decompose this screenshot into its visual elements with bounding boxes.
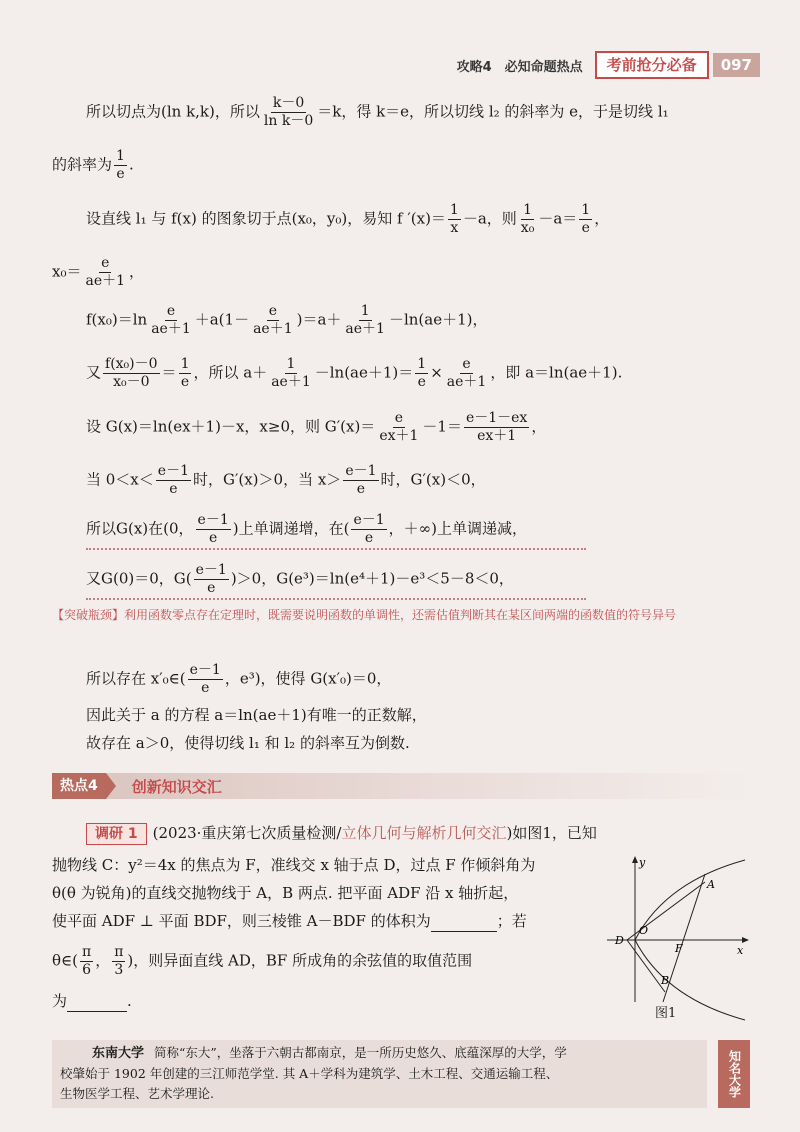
text: 设 G(x)＝ln(ex＋1)－x，x≥0，则 G′(x)＝ — [86, 417, 376, 436]
text: 所以切点为(ln k,k)，所以 — [86, 102, 260, 121]
numerator: 1 — [417, 356, 427, 372]
text: × — [430, 363, 443, 382]
text: θ∈( — [52, 951, 78, 970]
numerator: 1 — [286, 356, 296, 372]
answer-blank-2[interactable] — [67, 1011, 127, 1012]
numerator: e－1 — [195, 562, 227, 578]
denominator: x — [450, 220, 459, 236]
fraction — [112, 944, 125, 979]
problem-line-6: 为 . — [52, 992, 132, 1010]
numerator: π — [114, 944, 124, 960]
denominator: e — [180, 374, 190, 390]
derivation-line-8 — [86, 463, 756, 498]
fraction — [445, 356, 489, 391]
text: 当 0＜x＜ — [86, 470, 154, 489]
denominator: 6 — [82, 962, 92, 978]
numerator: 1 — [581, 202, 591, 218]
text: ，即 a＝ln(ae＋1). — [490, 363, 623, 382]
text: 的斜率为 — [52, 155, 113, 174]
text: x₀＝ — [52, 262, 82, 281]
fraction — [579, 202, 592, 237]
derivation-line-12: 因此关于 a 的方程 a＝ln(ae＋1)有唯一的正数解， — [86, 706, 427, 724]
text: 使平面 ADF ⊥ 平面 BDF，则三棱锥 A－BDF 的体积为 — [52, 912, 431, 930]
text: )上单调递增，在( — [232, 519, 350, 538]
fraction — [343, 463, 378, 498]
denominator: e — [201, 680, 210, 696]
text: 为 — [52, 992, 68, 1010]
text: ， — [95, 951, 111, 970]
text: 时，G′(x)＜0， — [380, 470, 486, 489]
derivation-line-11 — [86, 662, 756, 697]
fraction — [262, 95, 315, 130]
derivation-line-6 — [86, 356, 756, 391]
fraction — [179, 356, 192, 391]
numerator: 1 — [180, 356, 190, 372]
fraction — [194, 562, 229, 597]
text: 设直线 l₁ 与 f(x) 的图象切于点(x₀，y₀)，易知 f ′(x)＝ — [86, 209, 446, 228]
derivation-line-1 — [86, 95, 756, 130]
denominator: x₀ — [520, 220, 535, 236]
text: 又 — [86, 363, 102, 382]
numerator: e — [462, 356, 471, 372]
derivation-line-7 — [86, 410, 756, 445]
source-topic: 立体几何与解析几何交汇 — [341, 824, 507, 842]
footer-text — [48, 1043, 698, 1104]
text: ，e³)，使得 G(x′₀)＝0， — [224, 669, 392, 688]
derivation-line-2 — [52, 148, 756, 183]
text: )＝a＋ — [296, 310, 342, 329]
hotspot-banner — [52, 773, 760, 799]
fraction — [149, 303, 193, 338]
fraction — [351, 512, 386, 547]
hotspot-title: 创新知识交汇 — [131, 777, 222, 796]
denominator: ae＋1 — [253, 321, 293, 337]
footer-line-1: 简称“东大”，坐落于六朝古都南京，是一所历史悠久、底蕴深厚的大学，学 — [154, 1045, 567, 1060]
numerator: π — [82, 944, 92, 960]
denominator: ex＋1 — [477, 428, 517, 444]
text: )＞0，G(e³)＝ln(e⁴＋1)－e³＜5－8＜0， — [230, 569, 514, 588]
fraction — [188, 662, 223, 697]
numerator: e－1－ex — [465, 410, 528, 426]
text: 所以G(x)在(0， — [86, 519, 194, 538]
denominator: ae＋1 — [446, 374, 487, 390]
fraction — [114, 148, 127, 183]
text: －ln(ae＋1)， — [388, 310, 488, 329]
numerator: f(x₀)－0 — [105, 356, 158, 372]
denominator: e — [356, 481, 366, 497]
parabola-figure — [605, 852, 755, 1022]
source-prefix: (2023·重庆第七次质量检测/ — [152, 824, 342, 842]
denominator: e — [364, 530, 374, 546]
text: ，所以 a＋ — [193, 363, 268, 382]
problem-line-1 — [86, 822, 756, 845]
numerator: e－1 — [157, 463, 189, 479]
numerator: 1 — [449, 202, 459, 218]
side-badge: 知名大学 — [718, 1040, 750, 1108]
derivation-line-9 — [86, 512, 756, 547]
fraction — [415, 356, 428, 391]
footer-line-2: 校肇始于 1902 年创建的三江师范学堂. 其 A＋学科为建筑学、土木工程、交通运输工程、 — [60, 1066, 559, 1081]
denominator: e — [209, 530, 218, 546]
page-number: 097 — [713, 53, 760, 77]
segment-db — [627, 940, 665, 992]
hotspot-tag: 热点4 — [52, 773, 106, 799]
text: ， — [594, 209, 610, 228]
denominator: e — [207, 580, 216, 596]
label-b: B — [661, 974, 670, 987]
label-a: A — [707, 878, 715, 891]
header-section: 攻略4 必知命题热点 — [456, 59, 583, 75]
text: ＝ — [161, 363, 177, 382]
text: ＋a(1－ — [194, 310, 250, 329]
emphasis-underline — [86, 544, 586, 550]
numerator: 1 — [523, 202, 533, 218]
numerator: k－0 — [272, 95, 305, 111]
numerator: e－1 — [197, 512, 229, 528]
fraction — [196, 512, 231, 547]
text: )，则异面直线 AD，BF 所成角的余弦值的取值范围 — [127, 951, 473, 970]
text: －1＝ — [422, 417, 462, 436]
denominator: ae＋1 — [345, 321, 385, 337]
text: 时，G′(x)＞0，当 x＞ — [192, 470, 342, 489]
footer-line-3: 生物医学工程、艺术学理论. — [60, 1086, 214, 1101]
fraction — [269, 356, 313, 391]
y-axis-arrow-icon — [632, 856, 638, 863]
breakthrough-tip: 【突破瓶颈】利用函数零点存在定理时，既需要说明函数的单调性，还需估值判断其在某区间两端的函数值的符号异号 — [52, 608, 677, 622]
denominator: x₀－0 — [113, 374, 150, 390]
numerator: e — [166, 303, 176, 319]
figure-caption: 图1 — [655, 1006, 677, 1021]
answer-blank-1[interactable] — [431, 931, 497, 932]
derivation-line-3 — [86, 202, 756, 237]
text: 又G(0)＝0，G( — [86, 569, 192, 588]
numerator: e－1 — [189, 662, 221, 678]
numerator: e－1 — [345, 463, 377, 479]
fraction — [448, 202, 461, 237]
header-badge: 考前抢分必备 — [595, 51, 709, 79]
denominator: e — [581, 220, 590, 236]
text: －a＝ — [538, 209, 578, 228]
numerator: 1 — [116, 148, 125, 164]
text: ， — [531, 417, 547, 436]
fraction — [156, 463, 191, 498]
text: ；若 — [496, 912, 527, 930]
text: )如图1，已知 — [506, 824, 597, 842]
page-header — [457, 52, 760, 78]
text: ， — [129, 262, 145, 281]
line-ab — [663, 874, 705, 1002]
denominator: ae＋1 — [151, 321, 191, 337]
denominator: e — [116, 166, 125, 182]
label-f: F — [675, 942, 683, 955]
numerator: e－1 — [353, 512, 385, 528]
fraction — [103, 356, 160, 391]
numerator: 1 — [360, 303, 370, 319]
denominator: ex＋1 — [379, 428, 419, 444]
derivation-line-10 — [86, 562, 756, 597]
research-tag: 调研 1 — [86, 823, 147, 845]
text: . — [128, 155, 134, 174]
denominator: ae＋1 — [271, 374, 311, 390]
numerator: e — [268, 303, 277, 319]
derivation-line-13: 故存在 a＞0，使得切线 l₁ 和 l₂ 的斜率互为倒数. — [86, 734, 410, 752]
text: f(x₀)＝ln — [86, 310, 148, 329]
label-d: D — [615, 934, 624, 947]
text: ，＋∞)上单调递减， — [388, 519, 528, 538]
derivation-line-4 — [52, 255, 756, 290]
label-y: y — [639, 856, 646, 869]
problem-line-3: θ(θ 为锐角)的直线交抛物线于 A，B 两点. 把平面 ADF 沿 x 轴折起， — [52, 884, 519, 902]
text: －ln(ae＋1)＝ — [314, 363, 414, 382]
denominator: e — [417, 374, 426, 390]
problem-line-2: 抛物线 C：y²＝4x 的焦点为 F，准线交 x 轴于点 D，过点 F 作倾斜角为 — [52, 856, 536, 874]
text: 所以存在 x′₀∈( — [86, 669, 186, 688]
fraction — [519, 202, 537, 237]
fraction — [464, 410, 529, 445]
fraction — [83, 255, 127, 290]
fraction — [343, 303, 387, 338]
derivation-line-5 — [86, 303, 756, 338]
fraction — [80, 944, 93, 979]
numerator: e — [101, 255, 110, 271]
emphasis-underline — [86, 594, 586, 600]
label-o: O — [639, 924, 649, 937]
university-name: 东南大学 — [92, 1046, 145, 1061]
fraction — [377, 410, 420, 445]
hotspot-arrow-icon — [106, 773, 116, 799]
denominator: ae＋1 — [85, 273, 126, 289]
fraction — [251, 303, 295, 338]
x-axis-arrow-icon — [742, 937, 749, 943]
denominator: 3 — [114, 962, 124, 978]
denominator: e — [169, 481, 178, 497]
label-x: x — [737, 944, 744, 957]
numerator: e — [394, 410, 403, 426]
denominator: ln k－0 — [263, 113, 314, 129]
text: －a，则 — [462, 209, 517, 228]
text: ＝k，得 k＝e，所以切线 l₂ 的斜率为 e，于是切线 l₁ — [317, 102, 669, 121]
